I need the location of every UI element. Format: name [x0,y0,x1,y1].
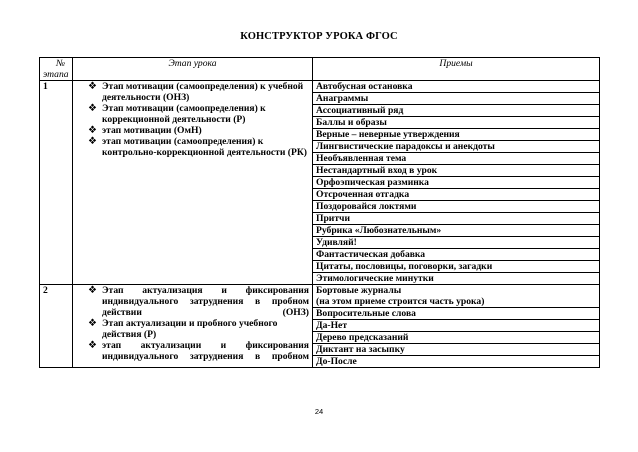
table-header-row [40,58,600,81]
stage-number: 2 [40,285,73,368]
stage-text: Этап мотивации (самоопределения) к коррекционной деятельности (Р) [102,103,266,125]
technique-cell: Этимологические минутки [313,273,600,285]
stage-item [88,136,309,158]
stage-item [88,81,309,103]
stage-text: Этап актуализация и фиксирования индивидуального затруднения в пробном действии (ОНЗ) [102,285,309,318]
stage-text: этап актуализации и фиксирования индивидуального затруднения в пробном [102,340,309,362]
technique-cell [313,285,600,308]
stage-text: этап мотивации (ОмН) [102,125,202,136]
technique-cell: Поздоровайся локтями [313,201,600,213]
technique-text: Бортовые журналы [316,285,402,296]
technique-cell: Ассоциативный ряд [313,105,600,117]
technique-cell: До-После [313,356,600,368]
technique-cell: Да-Нет [313,320,600,332]
technique-cell: Лингвистические парадоксы и анекдоты [313,141,600,153]
diamond-bullet-icon: ❖ [88,125,97,136]
diamond-bullet-icon: ❖ [88,136,97,147]
technique-cell: Вопросительные слова [313,308,600,320]
technique-note: (на этом приеме строится часть урока) [316,296,485,307]
technique-cell: Нестандартный вход в урок [313,165,600,177]
technique-cell: Необъявленная тема [313,153,600,165]
page-title: КОНСТРУКТОР УРОКА ФГОС [240,31,398,42]
diamond-bullet-icon: ❖ [88,81,97,92]
technique-cell: Притчи [313,213,600,225]
diamond-bullet-icon: ❖ [88,103,97,114]
stage-item [88,103,309,125]
technique-cell: Автобусная остановка [313,81,600,93]
technique-cell: Баллы и образы [313,117,600,129]
header-techniques: Приемы [313,58,600,81]
diamond-bullet-icon: ❖ [88,340,97,351]
stage-item [88,285,309,318]
diamond-bullet-icon: ❖ [88,285,97,296]
header-stage-number [40,58,73,81]
stage-text: этап мотивации (самоопределения) к контрольно-коррекционной деятельности (РК) [102,136,307,158]
table-row [40,81,600,93]
lesson-constructor-table [39,57,600,368]
technique-cell: Верные – неверные утверждения [313,129,600,141]
stage-text: Этап мотивации (самоопределения) к учебной деятельности (ОНЗ) [102,81,304,103]
header-number-sign: № [55,58,65,69]
stage-number: 1 [40,81,73,285]
header-stage: Этап урока [73,58,313,81]
table-row [40,285,600,308]
technique-cell: Диктант на засыпку [313,344,600,356]
stage-item [88,340,309,362]
technique-cell: Анаграммы [313,93,600,105]
stage-item [88,318,309,340]
technique-cell: Отсроченная отгадка [313,189,600,201]
technique-cell: Удивляй! [313,237,600,249]
technique-cell: Фантастическая добавка [313,249,600,261]
page-number: 24 [314,407,324,416]
header-stage-word: этапа [43,69,69,80]
technique-cell: Дерево предсказаний [313,332,600,344]
stage-description-cell [73,81,313,285]
technique-cell: Цитаты, пословицы, поговорки, загадки [313,261,600,273]
stage-item [88,125,309,136]
stage-text: Этап актуализации и пробного учебного действия (Р) [102,318,278,340]
stage-description-cell [73,285,313,368]
technique-cell: Рубрика «Любознательным» [313,225,600,237]
diamond-bullet-icon: ❖ [88,318,97,329]
technique-cell: Орфоэпическая разминка [313,177,600,189]
